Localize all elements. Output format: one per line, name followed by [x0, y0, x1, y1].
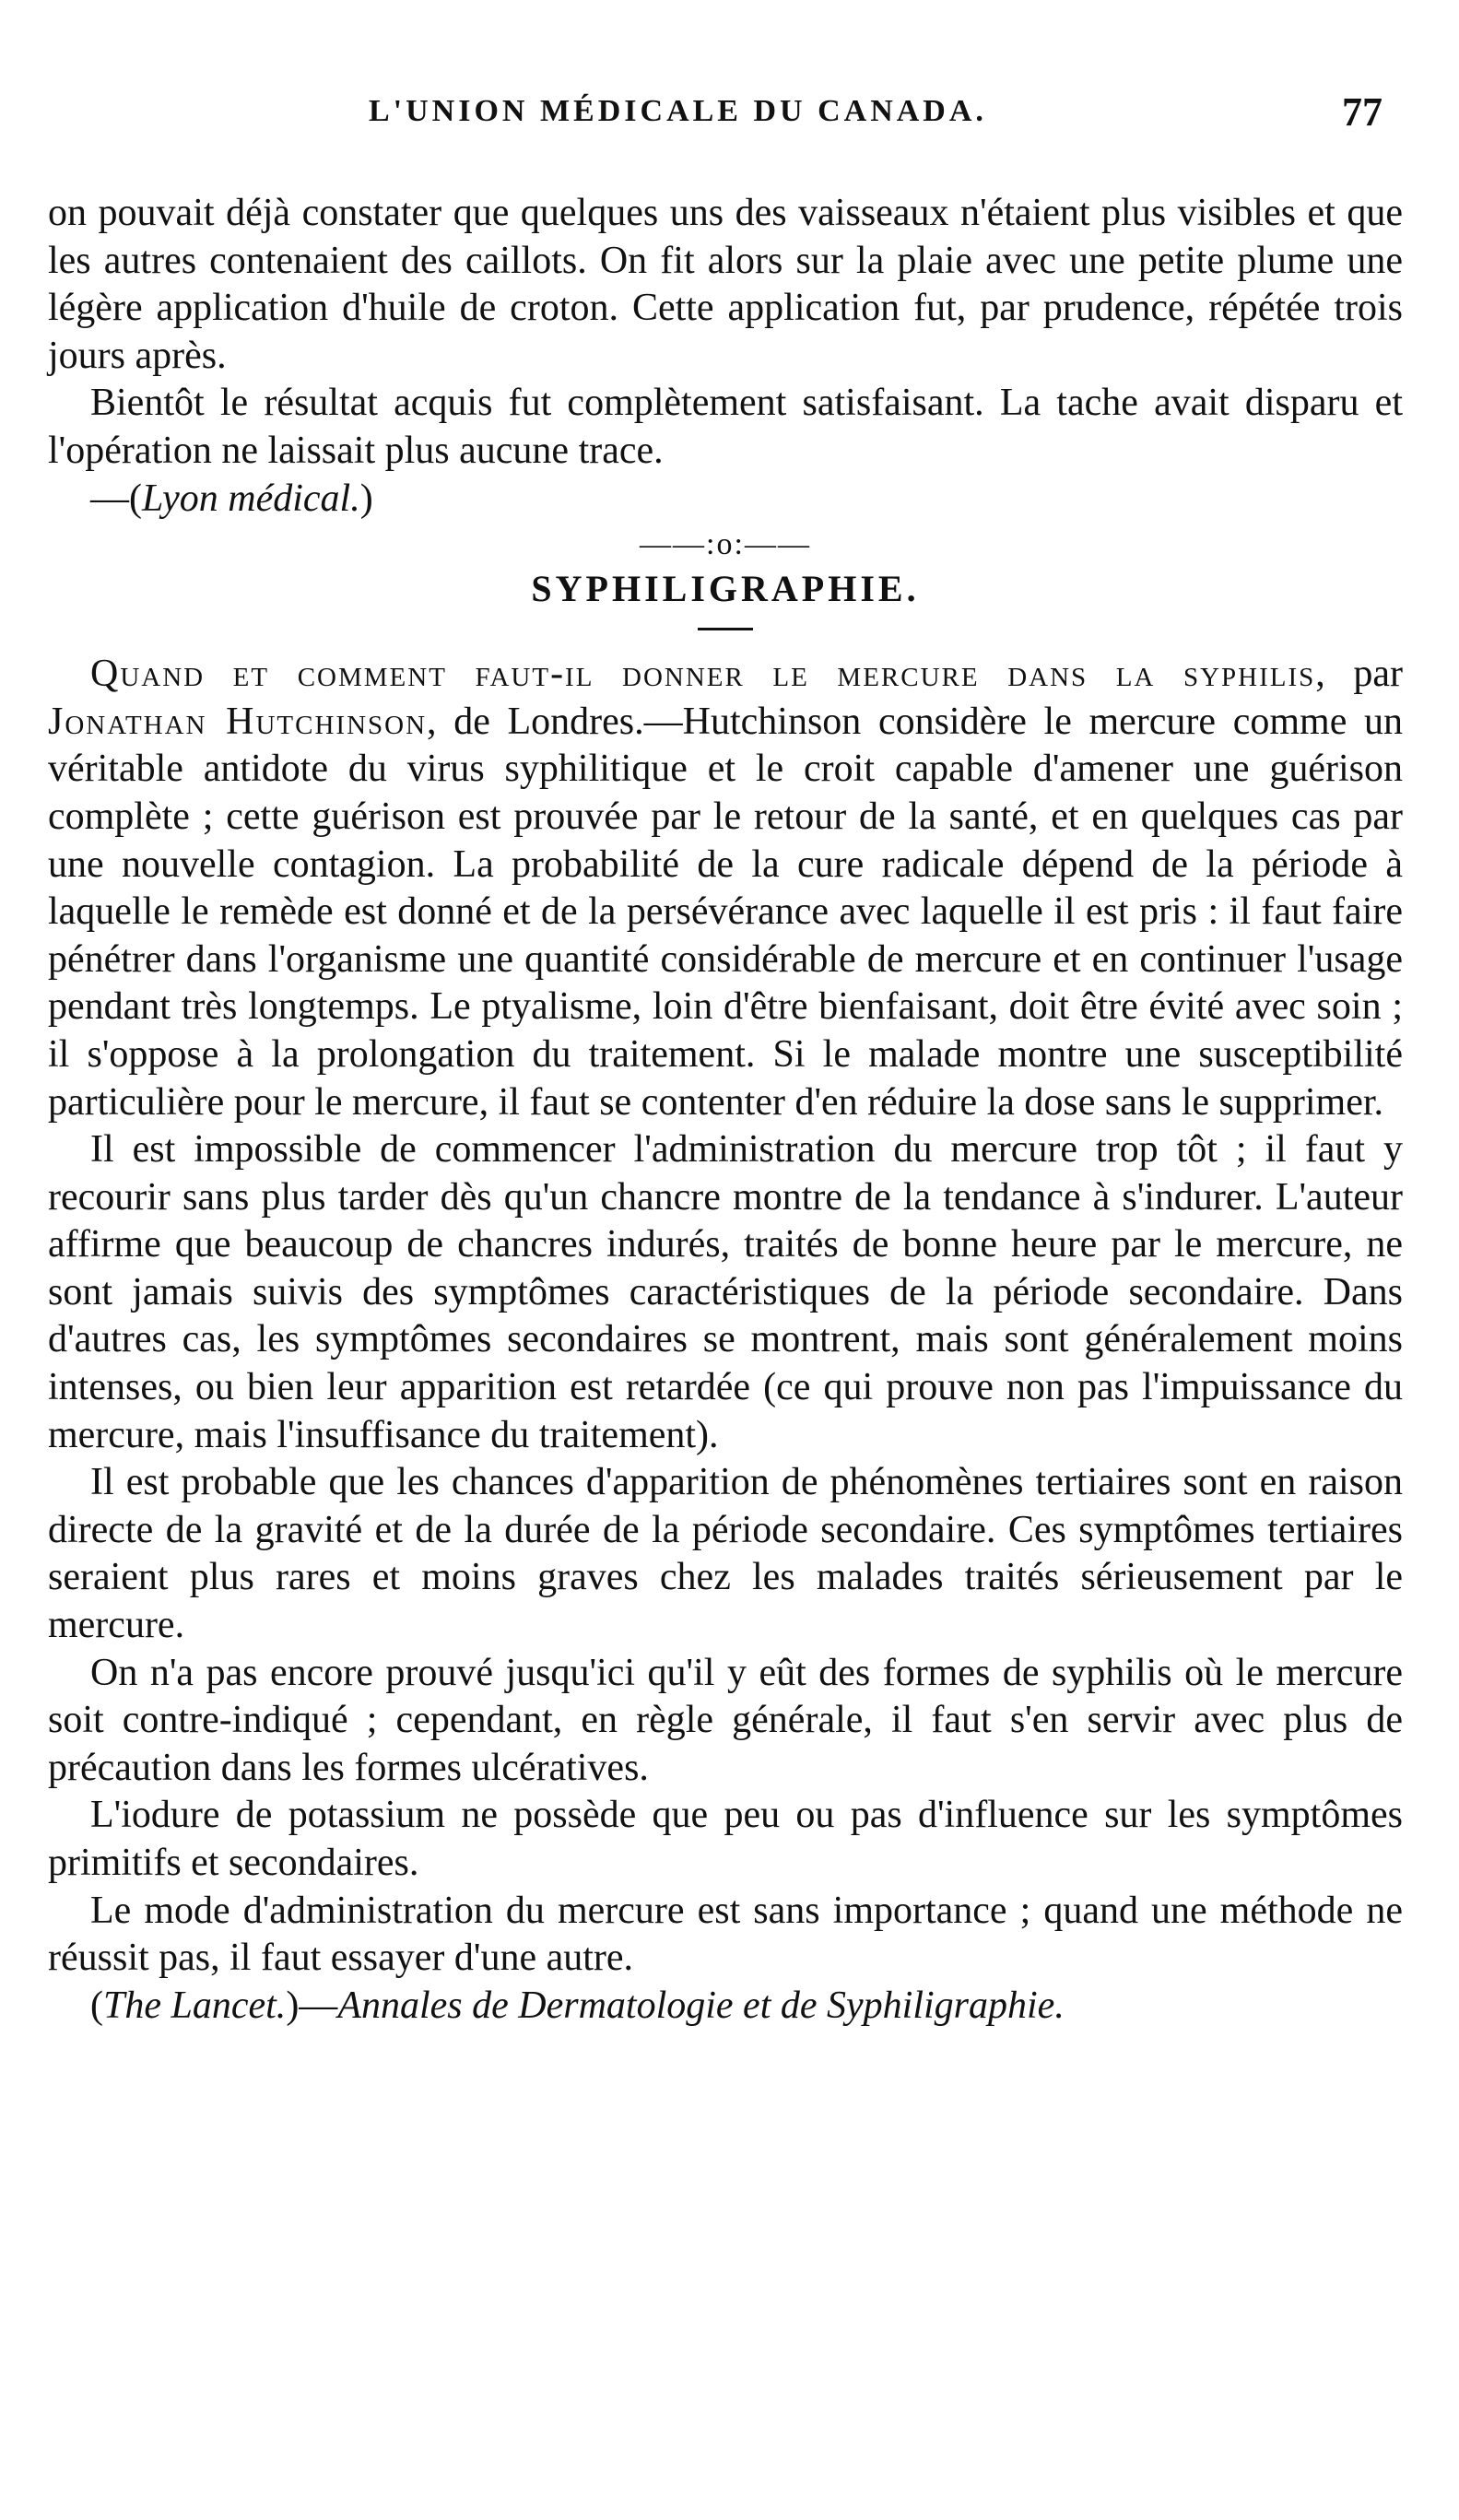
article-paragraph-3: Il est probable que les chances d'apparition de phénomènes tertiaires sont en raison directe de la gravité et de la durée de la période secondaire. Ces symptômes tertiaires seraient plus rares et moins graves chez les malades traités sérieusement par le mercure.	[48, 1461, 1403, 1647]
article-paragraph-2: Il est impossible de commencer l'administration du mercure trop tôt ; il faut y recourir sans plus tarder dès qu'un chancre montre de la tendance à s'indurer. L'auteur affirme que beaucoup de chancres indurés, traités de bonne heure par le mercure, ne sont jamais suivis des symptômes caractéristiques de la période secondaire. Dans d'autres cas, les symptômes secondaires se montrent, mais sont généralement moins intenses, ou bien leur apparition est retardée (ce qui prouve non pas l'impuissance du mercure, mais l'insuffisance du traitement).	[48, 1128, 1403, 1456]
citation-open: (	[90, 1984, 103, 2027]
article-paragraph-5: L'iodure de potassium ne possède que peu ou pas d'influence sur les symptômes primitifs et secondaires.	[48, 1794, 1403, 1884]
source-prefix: —(	[90, 477, 142, 520]
intro-paragraph-1: on pouvait déjà constater que quelques uns des vaisseaux n'étaient plus visibles et que les autres contenaient des caillots. On fit alors sur la plaie avec une petite plume une légère application d'huile de croton. Cette application fut, par prudence, répétée trois jours après.	[48, 192, 1403, 377]
page-header	[0, 88, 1459, 144]
section-title: SYPHILIGRAPHIE.	[531, 568, 920, 610]
page-number: 77	[1342, 89, 1383, 135]
source-suffix: )	[359, 477, 373, 520]
source-journal: Lyon médical.	[142, 477, 360, 520]
intro-source	[48, 476, 1403, 524]
article-paragraph-6: Le mode d'administration du mercure est sans importance ; quand une méthode ne réussit pas, il faut essayer d'une autre.	[48, 1889, 1403, 1980]
article-author: Jonathan Hutchinson	[48, 700, 428, 743]
citation-mid: )—	[286, 1984, 338, 2027]
citation-annales: Annales de Dermatologie et de Syphiligraphie.	[337, 1984, 1065, 2027]
page-content	[48, 190, 1403, 2030]
article-lead-title: Quand et comment faut-il donner le mercure dans la syphilis,	[90, 653, 1327, 696]
article-by: par	[1326, 653, 1403, 696]
intro-paragraph-2: Bientôt le résultat acquis fut complètement satisfaisant. La tache avait disparu et l'opération ne laissait plus aucune trace.	[48, 382, 1403, 472]
article-paragraph-4: On n'a pas encore prouvé jusqu'ici qu'il y eût des formes de syphilis où le mercure soit contre-indiqué ; cependant, en règle générale, il faut s'en servir avec plus de précaution dans les formes ulcératives.	[48, 1651, 1403, 1789]
article-paragraph-1-text: , de Londres.—Hutchinson considère le mercure comme un véritable antidote du virus syphilitique et le croit capable d'amener une guérison complète ; cette guérison est prouvée par le retour de la santé, et en quelques cas par une nouvelle contagion. La probabilité de la cure radicale dépend de la période à laquelle le remède est donné et de la persévérance avec laquelle il est pris : il faut faire pénétrer dans l'organisme une quantité considérable de mercure et en continuer l'usage pendant très longtemps. Le ptyalisme, loin d'être bienfaisant, doit être évité avec soin ; il s'oppose à la prolongation du traitement. Si le malade montre une susceptibilité particulière pour le mercure, il faut se contenter d'en réduire la dose sans le supprimer.	[48, 700, 1403, 1124]
article-paragraph-1	[48, 651, 1403, 1126]
citation-lancet: The Lancet.	[103, 1984, 287, 2027]
title-rule	[698, 628, 753, 630]
article-citation	[48, 1983, 1403, 2031]
section-separator: ——:o:——	[640, 527, 811, 562]
running-head: L'UNION MÉDICALE DU CANADA.	[369, 94, 987, 128]
